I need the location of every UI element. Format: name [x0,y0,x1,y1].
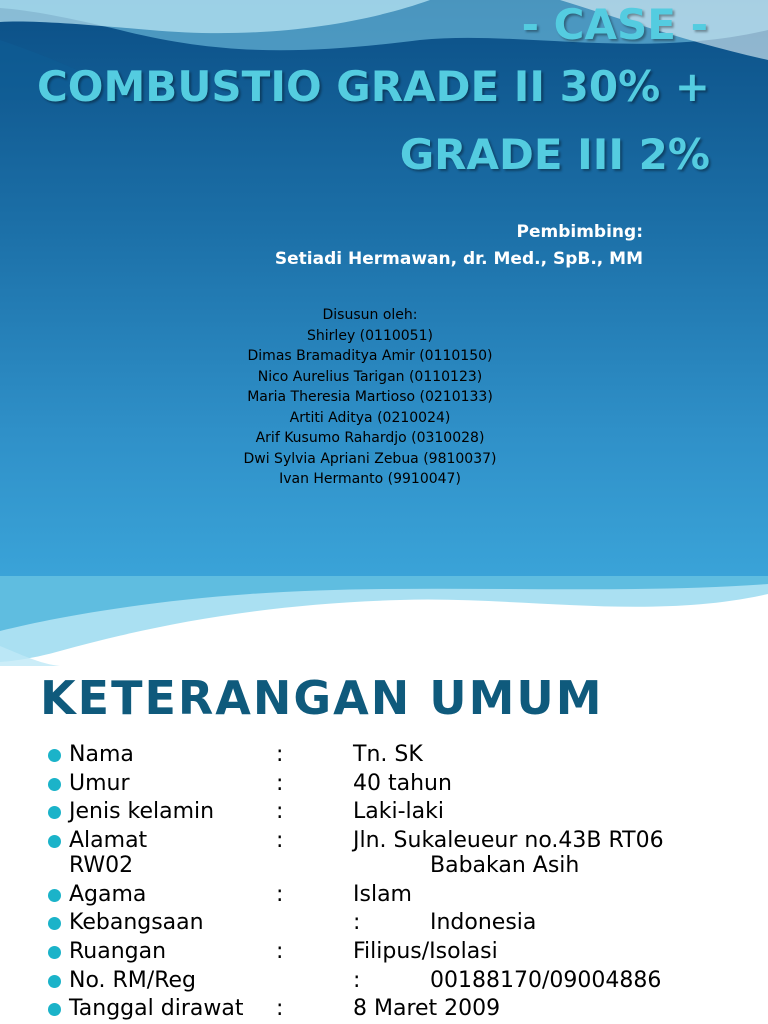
item-colon: : [276,770,284,796]
author-item: Ivan Hermanto (9910047) [279,471,461,487]
item-value: Jln. Sukaleueur no.43B RT06 [353,827,664,853]
item-colon: : [276,799,284,825]
item-value: Tn. SK [353,742,423,767]
bullet-icon [48,749,61,762]
patient-info-list [48,742,768,1024]
section-heading: KETERANGAN UMUM [40,671,604,725]
item-label: Agama [69,881,147,907]
item-value: Laki-laki [353,799,444,825]
item-label-continued: RW02 [69,852,134,878]
list-item [48,882,768,911]
list-item [48,799,768,828]
item-value: Islam [353,881,412,907]
item-colon: : [353,967,361,993]
author-item: Dwi Sylvia Apriani Zebua (9810037) [243,450,497,467]
list-item [48,939,768,968]
author-item: Maria Theresia Martioso (0210133) [247,389,493,405]
item-label: Umur [69,770,130,796]
item-label: Nama [69,742,134,767]
item-value-continued: Babakan Asih [430,852,580,878]
bullet-icon [48,917,61,930]
item-colon: : [276,881,284,907]
wave-decoration [0,576,768,666]
authors-label: Disusun oleh: [322,307,418,323]
item-label: Alamat [69,827,148,853]
pembimbing-name: Setiadi Hermawan, dr. Med., SpB., MM [274,249,643,269]
item-colon: : [276,938,284,964]
item-colon: : [276,742,284,767]
item-value: 40 tahun [353,770,452,796]
list-item [48,968,768,997]
item-colon: : [276,996,284,1022]
item-value: Indonesia [430,910,537,936]
item-label: Tanggal dirawat [69,996,244,1022]
bullet-icon [48,946,61,959]
bullet-icon [48,1003,61,1016]
bullet-icon [48,778,61,791]
list-item [48,742,768,771]
item-colon: : [276,827,284,853]
title-line-grade: GRADE III 2% [399,130,710,179]
authors-block [170,305,570,490]
item-label: No. RM/Reg [69,967,196,993]
author-item: Shirley (0110051) [307,327,433,344]
bullet-icon [48,975,61,988]
item-label: Jenis kelamin [69,799,215,825]
title-line-case: - CASE - [521,0,708,49]
list-item [48,910,768,939]
author-item: Arif Kusumo Rahardjo (0310028) [255,430,485,446]
item-label: Kebangsaan [69,910,204,936]
author-item: Nico Aurelius Tarigan (0110123) [257,368,483,385]
list-item [48,996,768,1024]
list-item [48,771,768,800]
bullet-icon [48,835,61,848]
list-item [48,828,768,882]
author-item: Dimas Bramaditya Amir (0110150) [247,348,493,364]
title-line-combustio: COMBUSTIO GRADE II 30% + [36,62,710,111]
bullet-icon [48,806,61,819]
author-item: Artiti Aditya (0210024) [289,409,451,426]
item-label: Ruangan [69,938,167,964]
info-slide [0,576,768,1024]
item-colon: : [353,910,361,936]
item-value: 00188170/09004886 [430,967,662,993]
item-value: 8 Maret 2009 [353,996,501,1022]
item-value: Filipus/Isolasi [353,938,498,964]
pembimbing-label: Pembimbing: [516,222,643,242]
bullet-icon [48,889,61,902]
